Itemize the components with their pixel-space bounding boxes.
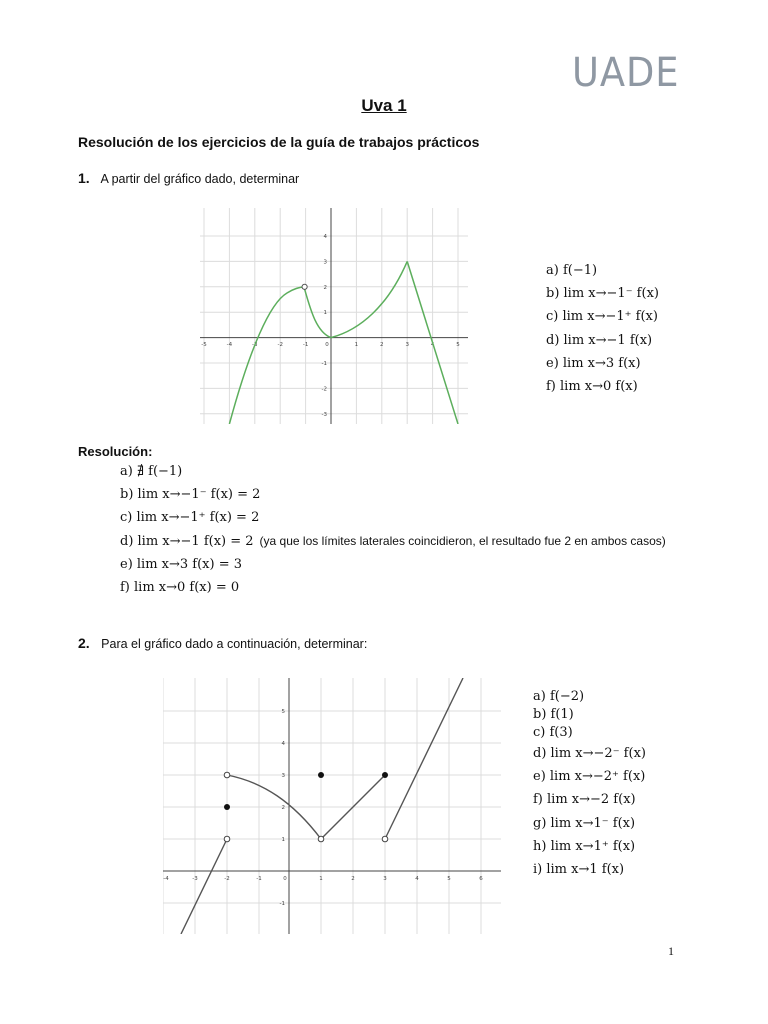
open-point xyxy=(302,284,307,289)
question-item: a) f(−2) xyxy=(533,689,585,704)
question-item: f) lim x→−2 f(x) xyxy=(533,792,636,808)
resolution-item: f) lim x→0 f(x) = 0 xyxy=(120,580,240,596)
x-tick: 4 xyxy=(430,342,435,348)
x-tick: -1 xyxy=(302,342,309,348)
page-title: Uva 1 xyxy=(361,96,407,115)
question-item: c) f(3) xyxy=(533,725,573,740)
line-left xyxy=(181,839,230,934)
y-tick: -2 xyxy=(321,386,327,393)
page-subtitle: Resolución de los ejercicios de la guía de trabajos prácticos xyxy=(78,134,480,150)
y-tick: 4 xyxy=(323,234,327,240)
x-tick: 3 xyxy=(405,342,409,348)
filled-point xyxy=(382,772,388,778)
x-tick: 6 xyxy=(479,876,483,882)
y-tick: -1 xyxy=(321,361,327,367)
exercise-1-questions xyxy=(546,259,659,398)
question-item: e) lim x→−2⁺ f(x) xyxy=(533,769,646,785)
question-item: i) lim x→1 f(x) xyxy=(533,862,625,878)
x-tick: -5 xyxy=(201,342,207,348)
y-tick: 2 xyxy=(323,284,327,291)
question-item: d) lim x→−2⁻ f(x) xyxy=(533,746,646,761)
exercise-1-graph xyxy=(200,208,468,424)
y-tick: 1 xyxy=(323,310,327,317)
x-tick: 2 xyxy=(351,876,355,882)
x-tick: 4 xyxy=(415,876,419,882)
question-item: e) lim x→3 f(x) xyxy=(546,355,641,371)
y-tick: 3 xyxy=(323,259,327,266)
x-tick: -1 xyxy=(256,876,262,882)
exercise-2-heading xyxy=(78,635,367,651)
x-tick: 3 xyxy=(383,876,387,882)
open-point xyxy=(224,836,230,842)
question-item: d) lim x→−1 f(x) xyxy=(546,332,653,348)
uade-logo: UADE xyxy=(572,50,680,96)
y-tick: 4 xyxy=(281,741,285,747)
exercise-2-graph xyxy=(163,678,501,934)
question-item: h) lim x→1⁺ f(x) xyxy=(533,838,636,854)
x-tick: -4 xyxy=(163,876,169,882)
exercise-2-questions xyxy=(533,688,646,881)
x-tick: -3 xyxy=(252,342,258,348)
x-tick: 1 xyxy=(319,876,323,882)
exercise-2-number: 2. xyxy=(78,635,90,651)
curve-left-parabola xyxy=(226,287,304,424)
filled-point xyxy=(318,772,324,778)
resolution-item: c) lim x→−1⁺ f(x) = 2 xyxy=(120,510,260,526)
y-tick: 1 xyxy=(281,837,285,843)
question-item: c) lim x→−1⁺ f(x) xyxy=(546,309,658,325)
resolution-item: b) lim x→−1⁻ f(x) = 2 xyxy=(120,487,261,503)
x-tick: -2 xyxy=(224,876,230,882)
x-tick: 2 xyxy=(380,342,384,348)
exercise-1-heading xyxy=(78,170,299,186)
x-tick: 0 xyxy=(325,342,329,348)
open-point xyxy=(382,836,388,842)
question-item: g) lim x→1⁻ f(x) xyxy=(533,815,636,831)
exercise-2-prompt: Para el gráfico dado a continuación, determinar: xyxy=(101,637,368,651)
resolution-item-with-note xyxy=(120,530,666,553)
question-item: f) lim x→0 f(x) xyxy=(546,379,638,395)
question-item: a) f(−1) xyxy=(546,263,598,278)
question-item: b) lim x→−1⁻ f(x) xyxy=(546,286,659,302)
x-tick: -2 xyxy=(277,342,283,348)
resolution-item: d) lim x→−1 f(x) = 2 xyxy=(120,533,254,549)
x-tick: -3 xyxy=(192,876,198,882)
y-tick: -3 xyxy=(321,411,327,418)
y-tick: 3 xyxy=(281,773,285,779)
x-tick: 5 xyxy=(456,342,460,348)
y-tick: -1 xyxy=(279,901,285,907)
page-number: 1 xyxy=(668,944,674,958)
resolution-note: (ya que los límites laterales coincidieron, el resultado fue 2 en ambos casos) xyxy=(259,533,666,548)
line-right xyxy=(385,678,463,839)
x-tick: -4 xyxy=(226,342,233,348)
y-tick: 5 xyxy=(281,709,285,715)
resolution-item: e) lim x→3 f(x) = 3 xyxy=(120,556,243,572)
resolution-title: Resolución: xyxy=(78,444,153,459)
open-point xyxy=(224,772,230,778)
question-item: b) f(1) xyxy=(533,707,574,722)
filled-point xyxy=(224,804,230,810)
x-tick: 1 xyxy=(354,342,359,348)
x-tick: 5 xyxy=(447,876,451,882)
exercise-1-resolution xyxy=(120,460,666,599)
resolution-item: a) ∄ f(−1) xyxy=(120,464,183,479)
open-point xyxy=(318,836,324,842)
y-tick: 2 xyxy=(281,805,285,811)
curve-rise-to-peak xyxy=(331,261,407,337)
x-tick: 0 xyxy=(283,876,287,882)
exercise-1-number: 1. xyxy=(78,170,90,186)
exercise-1-prompt: A partir del gráfico dado, determinar xyxy=(100,172,300,186)
